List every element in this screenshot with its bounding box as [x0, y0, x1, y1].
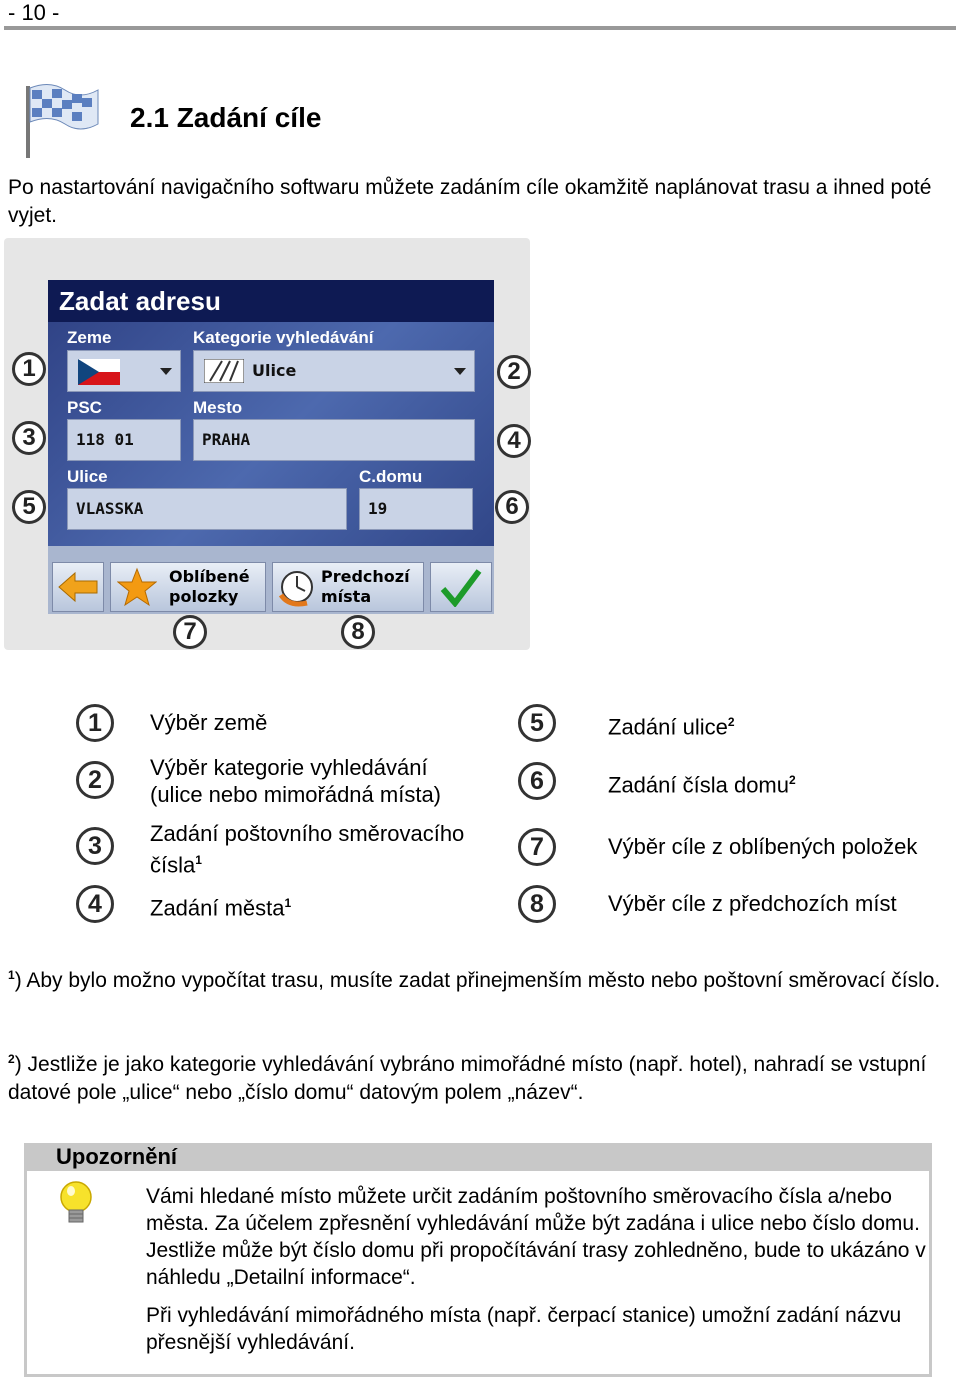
psc-label: PSC	[67, 398, 102, 417]
previous-places-button[interactable]	[272, 562, 424, 612]
previous-label-1: Predchozí	[321, 567, 410, 586]
legend-number: 2	[76, 761, 114, 799]
favorites-button[interactable]	[110, 562, 266, 612]
city-label: Mesto	[193, 398, 243, 417]
legend-number: 8	[518, 885, 556, 923]
road-icon	[204, 359, 244, 383]
star-icon	[117, 567, 157, 607]
back-arrow-icon	[57, 571, 99, 603]
street-input[interactable]: VLASSKA	[67, 488, 347, 530]
favorites-label-1: Oblíbené	[169, 567, 250, 586]
footnote-2: $^2$) Jestliže je jako kategorie vyhledávání vybráno mimořádné místo (např. hotel), nahradí se vstupní datové pole „ulice“ nebo „číslo domu“ datovým polem „název“.	[8, 1052, 927, 1104]
legend-number: 6	[518, 762, 556, 800]
screen-title: Zadat adresu	[48, 280, 494, 322]
legend-text: Zadání poštovního směrovacího čísla$^1$	[150, 821, 465, 878]
legend-text: Zadání čísla domu$^2$	[608, 772, 796, 798]
checkmark-icon	[439, 567, 483, 607]
legend-text: Výběr cíle z oblíbených položek	[608, 834, 918, 859]
legend-number: 5	[518, 704, 556, 742]
legend-text: Výběr země	[150, 710, 268, 735]
previous-label-2: místa	[321, 587, 372, 606]
lightbulb-icon	[58, 1180, 94, 1228]
intro-paragraph: Po nastartování navigačního softwaru můžete zadáním cíle okamžitě naplánovat trasu a ihned poté vyjet.	[8, 176, 932, 227]
checkered-flag-icon	[20, 80, 102, 158]
callout-5: 5	[12, 490, 46, 524]
legend-number: 1	[76, 704, 114, 742]
callout-1: 1	[12, 352, 46, 386]
psc-input[interactable]: 118 01	[67, 419, 181, 461]
note-paragraph-2: Při vyhledávání mimořádného místa (např. čerpací stanice) umožní zadání názvu přesnější vyhledávání.	[146, 1304, 902, 1354]
page-number: - 10 -	[8, 0, 60, 25]
callout-3: 3	[12, 421, 46, 455]
footnote-1: $^1$) Aby bylo možno vypočítat trasu, musíte zadat přinejmenším město nebo poštovní směrovací číslo.	[8, 968, 941, 992]
legend-number: 3	[76, 827, 114, 865]
back-button[interactable]	[52, 562, 104, 612]
history-clock-icon	[277, 567, 319, 607]
legend-text: Zadání města$^1$	[150, 895, 292, 921]
street-label: Ulice	[67, 467, 108, 486]
confirm-button[interactable]	[430, 562, 492, 612]
callout-2: 2	[497, 355, 531, 389]
callout-7: 7	[173, 615, 207, 649]
callout-6: 6	[495, 490, 529, 524]
legend-text: Zadání ulice$^2$	[608, 714, 735, 740]
legend-number: 7	[518, 828, 556, 866]
category-label: Kategorie vyhledávání	[193, 328, 374, 347]
czech-flag-icon	[78, 359, 120, 385]
callout-8: 8	[341, 615, 375, 649]
category-value: Ulice	[252, 361, 297, 380]
country-label: Zeme	[67, 328, 112, 347]
house-number-label: C.domu	[359, 467, 423, 486]
callout-4: 4	[497, 424, 531, 458]
house-number-input[interactable]: 19	[359, 488, 473, 530]
city-input[interactable]: PRAHA	[193, 419, 475, 461]
note-paragraph-1: Vámi hledané místo můžete určit zadáním poštovního směrovacího čísla a/nebo města. Za účelem zpřesnění vyhledávání může být zadána i ulice nebo číslo domu. Jestliže může být číslo domu při propočítávání trasy zohledněno, bude to ukázáno v náhledu „Detailní informace“.	[146, 1185, 926, 1289]
legend-text: Výběr kategorie vyhledávání (ulice nebo mimořádná místa)	[150, 755, 442, 807]
header-rule	[4, 26, 956, 30]
section-heading: 2.1 Zadání cíle	[130, 102, 322, 133]
legend-text: Výběr cíle z předchozích míst	[608, 891, 897, 916]
favorites-label-2: polozky	[169, 587, 239, 606]
category-dropdown[interactable]	[193, 350, 475, 392]
note-title: Upozornění	[56, 1144, 177, 1169]
legend-number: 4	[76, 885, 114, 923]
country-dropdown[interactable]	[67, 350, 181, 392]
